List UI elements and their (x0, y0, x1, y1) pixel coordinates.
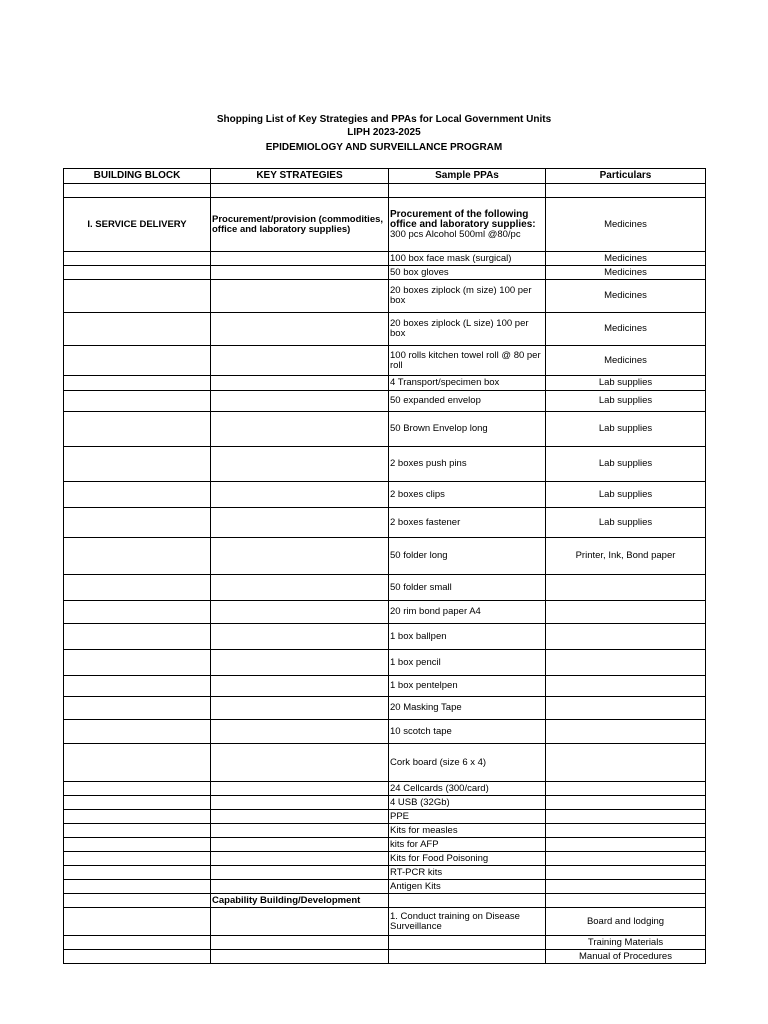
ppa-cell: Kits for measles (389, 824, 546, 838)
ppa-cell: 2 boxes clips (389, 482, 546, 508)
strategy-cell (211, 744, 389, 782)
strategy-cell (211, 880, 389, 894)
table-row (64, 838, 706, 852)
ppa-heading: Procurement of the following office and laboratory supplies: (390, 208, 536, 230)
building-block-cell (64, 575, 211, 601)
table-row (64, 810, 706, 824)
building-block-cell (64, 838, 211, 852)
building-block-cell (64, 866, 211, 880)
table-row (64, 447, 706, 482)
ppa-cell: 2 boxes fastener (389, 508, 546, 538)
ppa-cell: 50 expanded envelop (389, 391, 546, 412)
table-row (64, 538, 706, 575)
building-block-cell (64, 936, 211, 950)
table-row (64, 280, 706, 313)
table-row (64, 650, 706, 676)
table-row (64, 796, 706, 810)
particulars-cell (546, 624, 706, 650)
ppa-item: 300 pcs Alcohol 500ml @80/pc (390, 228, 521, 240)
particulars-cell (546, 810, 706, 824)
building-block-cell (64, 908, 211, 936)
ppa-cell: 4 Transport/specimen box (389, 376, 546, 391)
strategy-cell (211, 824, 389, 838)
table-header-row (64, 169, 706, 184)
table-row (64, 894, 706, 908)
ppa-cell: Cork board (size 6 x 4) (389, 744, 546, 782)
strategy-cell (211, 908, 389, 936)
building-block-cell: I. SERVICE DELIVERY (64, 198, 211, 252)
strategy-cell (211, 601, 389, 624)
strategy-cell (211, 252, 389, 266)
building-block-cell (64, 810, 211, 824)
ppa-cell: 100 rolls kitchen towel roll @ 80 per roll (389, 346, 546, 376)
shopping-list-table (63, 168, 706, 964)
strategy-cell (211, 538, 389, 575)
particulars-cell: Printer, Ink, Bond paper (546, 538, 706, 575)
table-row (64, 697, 706, 720)
building-block-cell (64, 880, 211, 894)
particulars-cell: Medicines (546, 280, 706, 313)
strategy-cell (211, 376, 389, 391)
table-row (64, 936, 706, 950)
table-row (64, 744, 706, 782)
building-block-cell (64, 676, 211, 697)
column-header-building-block: BUILDING BLOCK (64, 169, 211, 184)
particulars-cell (546, 575, 706, 601)
particulars-cell: Lab supplies (546, 447, 706, 482)
ppa-cell: kits for AFP (389, 838, 546, 852)
particulars-cell: Lab supplies (546, 508, 706, 538)
building-block-cell (64, 266, 211, 280)
strategy-cell (211, 676, 389, 697)
ppa-cell: 50 Brown Envelop long (389, 412, 546, 447)
ppa-cell (389, 894, 546, 908)
building-block-cell (64, 697, 211, 720)
program-title: EPIDEMIOLOGY AND SURVEILLANCE PROGRAM (265, 142, 503, 153)
building-block-cell (64, 346, 211, 376)
table-row (64, 601, 706, 624)
ppa-cell: 50 box gloves (389, 266, 546, 280)
strategy-cell (211, 796, 389, 810)
strategy-cell (211, 508, 389, 538)
building-block-cell (64, 852, 211, 866)
particulars-cell (546, 676, 706, 697)
table-row (64, 482, 706, 508)
particulars-cell (546, 796, 706, 810)
table-row (64, 508, 706, 538)
table-row (64, 412, 706, 447)
column-header-key-strategies: KEY STRATEGIES (211, 169, 389, 184)
building-block-cell (64, 538, 211, 575)
building-block-cell (64, 376, 211, 391)
particulars-cell: Training Materials (546, 936, 706, 950)
building-block-cell (64, 782, 211, 796)
ppa-cell: Kits for Food Poisoning (389, 852, 546, 866)
building-block-cell (64, 720, 211, 744)
table-row (64, 880, 706, 894)
particulars-cell: Medicines (546, 252, 706, 266)
building-block-cell (64, 447, 211, 482)
strategy-cell: Procurement/provision (commodities, office and laboratory supplies) (211, 198, 389, 252)
table-row (64, 391, 706, 412)
particulars-cell (546, 650, 706, 676)
table-row-blank (64, 184, 706, 198)
ppa-cell (389, 198, 546, 252)
particulars-cell: Medicines (546, 198, 706, 252)
ppa-cell: 1 box pencil (389, 650, 546, 676)
building-block-cell (64, 950, 211, 964)
strategy-cell (211, 720, 389, 744)
ppa-cell: 24 Cellcards (300/card) (389, 782, 546, 796)
document-title: Shopping List of Key Strategies and PPAs for Local Government Units (216, 114, 552, 125)
table-row (64, 266, 706, 280)
strategy-cell (211, 346, 389, 376)
ppa-cell: 20 rim bond paper A4 (389, 601, 546, 624)
strategy-cell (211, 482, 389, 508)
particulars-cell (546, 852, 706, 866)
strategy-cell (211, 266, 389, 280)
ppa-cell: 1. Conduct training on Disease Surveillance (389, 908, 546, 936)
building-block-cell (64, 744, 211, 782)
table-row (64, 575, 706, 601)
strategy-cell (211, 575, 389, 601)
table-row (64, 676, 706, 697)
column-header-sample-ppas: Sample PPAs (389, 169, 546, 184)
building-block-cell (64, 508, 211, 538)
strategy-cell (211, 280, 389, 313)
table-row (64, 908, 706, 936)
strategy-cell (211, 313, 389, 346)
ppa-cell: 20 boxes ziplock (m size) 100 per box (389, 280, 546, 313)
ppa-cell: RT-PCR kits (389, 866, 546, 880)
strategy-cell (211, 936, 389, 950)
column-header-particulars: Particulars (546, 169, 706, 184)
table-row (64, 376, 706, 391)
table-row (64, 782, 706, 796)
strategy-cell (211, 391, 389, 412)
ppa-cell: 50 folder long (389, 538, 546, 575)
table-row (64, 824, 706, 838)
strategy-cell: Capability Building/Development (211, 894, 389, 908)
building-block-cell (64, 313, 211, 346)
building-block-cell (64, 252, 211, 266)
strategy-cell (211, 447, 389, 482)
ppa-cell: 20 Masking Tape (389, 697, 546, 720)
table-row (64, 852, 706, 866)
particulars-cell: Lab supplies (546, 391, 706, 412)
table-row (64, 313, 706, 346)
table-row (64, 346, 706, 376)
building-block-cell (64, 624, 211, 650)
ppa-cell (389, 936, 546, 950)
building-block-cell (64, 412, 211, 447)
ppa-cell: 50 folder small (389, 575, 546, 601)
particulars-cell (546, 744, 706, 782)
particulars-cell (546, 824, 706, 838)
particulars-cell (546, 838, 706, 852)
building-block-cell (64, 391, 211, 412)
ppa-cell: PPE (389, 810, 546, 824)
particulars-cell: Board and lodging (546, 908, 706, 936)
table-row (64, 252, 706, 266)
building-block-cell (64, 280, 211, 313)
particulars-cell (546, 782, 706, 796)
building-block-cell (64, 650, 211, 676)
particulars-cell (546, 720, 706, 744)
particulars-cell (546, 601, 706, 624)
ppa-cell (389, 950, 546, 964)
particulars-cell (546, 866, 706, 880)
particulars-cell (546, 894, 706, 908)
document-period: LIPH 2023-2025 (347, 127, 421, 138)
strategy-cell (211, 810, 389, 824)
building-block-cell (64, 894, 211, 908)
strategy-cell (211, 866, 389, 880)
particulars-cell (546, 697, 706, 720)
particulars-cell: Medicines (546, 266, 706, 280)
strategy-cell (211, 782, 389, 796)
particulars-cell: Medicines (546, 346, 706, 376)
particulars-cell: Manual of Procedures (546, 950, 706, 964)
ppa-cell: 1 box ballpen (389, 624, 546, 650)
strategy-cell (211, 838, 389, 852)
building-block-cell (64, 601, 211, 624)
particulars-cell: Lab supplies (546, 376, 706, 391)
table-row (64, 720, 706, 744)
particulars-cell: Lab supplies (546, 412, 706, 447)
table-row (64, 624, 706, 650)
building-block-cell (64, 824, 211, 838)
ppa-cell: 1 box pentelpen (389, 676, 546, 697)
ppa-cell: 2 boxes push pins (389, 447, 546, 482)
table-row (64, 866, 706, 880)
table-row (64, 950, 706, 964)
ppa-cell: 4 USB (32Gb) (389, 796, 546, 810)
ppa-cell: 10 scotch tape (389, 720, 546, 744)
table-row-service-delivery (64, 198, 706, 252)
strategy-cell (211, 852, 389, 866)
ppa-cell: 20 boxes ziplock (L size) 100 per box (389, 313, 546, 346)
ppa-cell: Antigen Kits (389, 880, 546, 894)
particulars-cell: Lab supplies (546, 482, 706, 508)
strategy-cell (211, 697, 389, 720)
strategy-cell (211, 412, 389, 447)
particulars-cell (546, 880, 706, 894)
building-block-cell (64, 482, 211, 508)
building-block-cell (64, 796, 211, 810)
strategy-cell (211, 650, 389, 676)
strategy-cell (211, 950, 389, 964)
ppa-cell: 100 box face mask (surgical) (389, 252, 546, 266)
particulars-cell: Medicines (546, 313, 706, 346)
strategy-cell (211, 624, 389, 650)
